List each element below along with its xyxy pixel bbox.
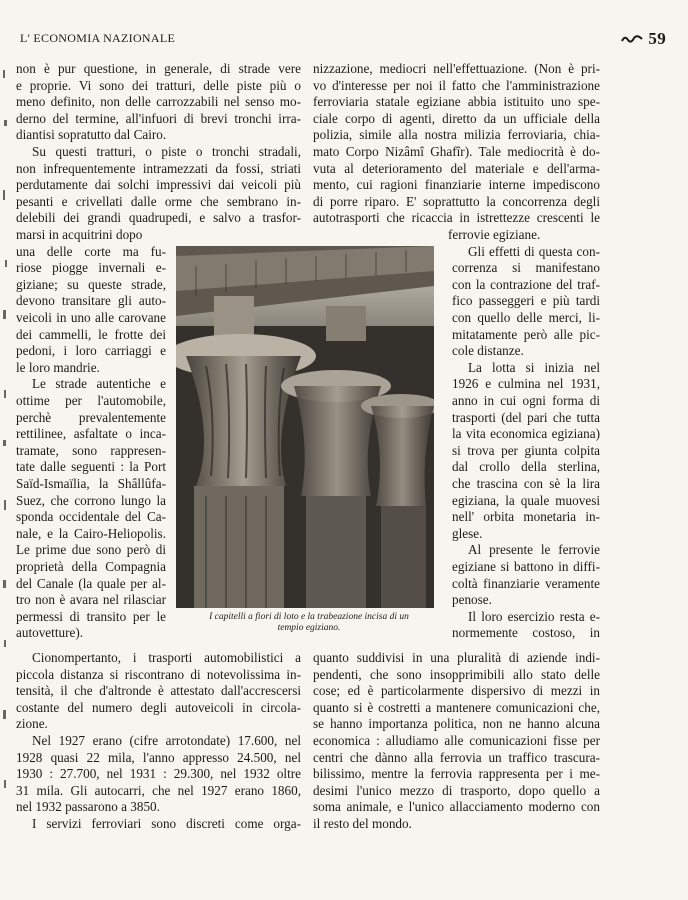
text-line: nell' orbita monetaria in- xyxy=(452,509,600,525)
text-line: se hanno importanza politica, non ne hanno alcuna xyxy=(313,716,600,732)
text-line: economica : alludiamo alle comunicazioni fisse per xyxy=(313,733,600,748)
text-line: non infrequentemente intramezzati da fossi, striati xyxy=(16,160,301,176)
text-line: costante del numero degli autoveicoli in circola- xyxy=(16,699,301,715)
text-line: 1928 quasi 22 mila, l'anno appresso 24.500, nel xyxy=(16,749,301,765)
text-line: trasporti (del pari che tutta xyxy=(452,409,600,425)
text-line: tramate, sono rappresen- xyxy=(16,442,166,458)
text-line: e proprie. Vi sono dei tratturi, delle piste più o xyxy=(16,77,301,93)
text-line: tensità, il che d'altronde è attestato dall'accrescersi xyxy=(16,683,301,699)
text-line: Su questi tratturi, o piste o tronchi stradali, xyxy=(32,144,301,159)
text-line: la vita economica egiziana) xyxy=(452,426,600,442)
caption-line: tempio egiziano. xyxy=(277,623,341,633)
text-line: autotrasporti che ricaccia in istrettezze crescenti le xyxy=(313,210,600,226)
text-line: non è pur questione, in generale, di strade vere xyxy=(16,61,301,76)
text-line: sponda occidentale del Ca- xyxy=(16,509,166,525)
text-line: 1926 e culmina nel 1931, xyxy=(452,376,600,392)
text-line: ferroviaria statale egiziane abbia istituito uno spe- xyxy=(313,94,600,110)
text-line: glese. xyxy=(452,525,483,541)
text-line: quanto suddivisi in una pluralità di aziende indi- xyxy=(313,650,600,665)
caption-line: I capitelli a fiori di loto e la trabeazione incisa di un xyxy=(209,612,409,622)
text-line: che trascina con sè la lira xyxy=(452,476,600,491)
text-line: giziane; su queste strade, xyxy=(16,276,166,292)
text-line: anno in cui ogni forma di xyxy=(452,393,600,408)
text-line: rettilinee, asfaltate o inca- xyxy=(16,426,166,442)
text-line: mento, cui ragioni finanziarie interne impediscono xyxy=(313,177,600,193)
text-line: permessi di transito per le xyxy=(16,608,166,624)
text-line: con quello delle merci, li- xyxy=(452,310,600,325)
text-line: Le strade autentiche e xyxy=(32,376,166,392)
text-line: riose piogge invernali e- xyxy=(16,260,166,276)
text-line: del Canale (la quale per al- xyxy=(16,575,166,591)
text-line: nizzazione, mediocri nell'effettuazione. (Non è pri- xyxy=(313,61,600,76)
text-line: egiziana, la quale muovesi xyxy=(452,492,600,508)
figure-caption xyxy=(178,612,440,634)
text-line: Gli effetti di questa con- xyxy=(468,243,600,259)
text-line: cose; ed è particolarmente dispersivo di mezzi in xyxy=(313,683,600,699)
text-line: mitatamente però alle pic- xyxy=(452,326,600,342)
text-line: diantisi sopratutto dal Cairo. xyxy=(16,127,167,143)
text-line: veicoli in uno alle carovane xyxy=(16,310,166,325)
text-line: polizia, simile alla nostra milizia ferroviaria, chia- xyxy=(313,127,600,143)
text-line: proprietà della Compagnia xyxy=(16,559,166,574)
text-line: 31 mila. Gli autocarri, che nel 1927 erano 1860, xyxy=(16,782,301,798)
text-line: perchè prevalentemente xyxy=(16,409,166,425)
text-line: si trova per giunta colpita xyxy=(452,442,600,458)
text-line: mato Corpo Nizâmî Ghafîr). Tale mediocrità è do- xyxy=(313,144,600,159)
text-line: bilissimo, mentre la ferrovia rappresenta per i me- xyxy=(313,766,600,782)
text-line: ferrovie egiziane. xyxy=(448,227,541,242)
text-line: autovetture). xyxy=(16,625,84,641)
text-line: meno definito, non delle carrozzabili nel senso mo- xyxy=(16,94,301,110)
text-line: pesanti e crivellati dalle orme che sembrano in- xyxy=(16,193,301,209)
text-line: le loro mandrie. xyxy=(16,359,100,375)
text-line: derno del termine, all'infuori di brevi tronchi irra- xyxy=(16,110,301,126)
page-number: 59 xyxy=(648,29,666,48)
text-line: quanto si è costretti a mantenere comunicazioni che, xyxy=(313,699,600,715)
text-line: ottime per l'automobile, xyxy=(16,393,166,408)
text-line: Nel 1927 erano (cifre arrotondate) 17.600, nel xyxy=(32,733,301,748)
text-line: nel 1932 passarono a 3850. xyxy=(16,799,160,815)
text-line: soma animale, e l'unico allacciamento moderno con xyxy=(313,799,600,815)
text-line: correnza si manifestano xyxy=(452,260,600,276)
temple-photo xyxy=(176,246,434,608)
text-line: Saïd-Ismaïlia, la Shâllûfa- xyxy=(16,476,166,491)
text-line: ciale corpo di agenti, diretto da un ufficiale della xyxy=(313,110,600,126)
text-line: il resto del mondo. xyxy=(313,816,412,831)
text-line: Cionompertanto, i trasporti automobilistici a xyxy=(32,650,301,665)
text-line: Al presente le ferrovie xyxy=(468,542,600,558)
text-line: zione. xyxy=(16,716,48,732)
text-line: coltà finanziarie veramente xyxy=(452,575,600,591)
text-line: pendenti, che sono insopprimibili allo stato delle xyxy=(313,666,600,682)
text-line: fico passeggeri e più tardi xyxy=(452,293,600,309)
text-line: tate dalle seguenti : la Port xyxy=(16,459,166,475)
text-line: egiziane si battono in diffi- xyxy=(452,559,600,574)
text-line: tro non è avara nel rilasciar xyxy=(16,592,166,608)
text-line: penose. xyxy=(452,592,492,608)
text-line: dei cammelli, le frotte dei xyxy=(16,326,166,342)
text-line: delebili dei grandi quadrupedi, e salvo a trasfor- xyxy=(16,210,301,226)
text-line: pedoni, i loro carriaggi e xyxy=(16,343,166,359)
text-line: piccola distanza si riscontrano di notevolissima in- xyxy=(16,666,301,682)
text-line: dal crollo della sterlina, xyxy=(452,459,600,475)
text-line: perdutamente dai solchi impressivi dai veicoli più xyxy=(16,177,301,193)
text-line: Il loro esercizio resta e- xyxy=(468,608,600,624)
text-line: cole distanze. xyxy=(452,343,524,359)
running-header: L' ECONOMIA NAZIONALE xyxy=(20,31,176,45)
text-line: di porre riparo. E' soprattutto la concorrenza degli xyxy=(313,193,600,209)
text-line: I servizi ferroviari sono discreti come orga- xyxy=(32,816,301,831)
text-line: nale, e la Cairo-Heliopolis. xyxy=(16,525,166,541)
temple-capitals-image xyxy=(176,246,434,608)
text-line: marsi in acquitrini dopo xyxy=(16,227,143,242)
page-number-block xyxy=(621,29,666,49)
text-line: devono transitare gli auto- xyxy=(16,293,166,309)
ornament-icon xyxy=(621,34,643,44)
text-line: con la contrazione del traf- xyxy=(452,276,600,292)
text-line: una delle corte ma fu- xyxy=(16,243,166,259)
text-line: desimi l'unico mezzo di trasporto, dopo quello a xyxy=(313,782,600,798)
text-line: La lotta si inizia nel xyxy=(468,359,600,375)
text-line: normemente costoso, in xyxy=(452,625,600,641)
text-line: 1930 : 27.700, nel 1931 : 29.300, nel 1932 oltre xyxy=(16,766,301,782)
text-line: centri che dànno alla ferrovia un traffico trascura- xyxy=(313,749,600,765)
text-line: Suez, che corrono lungo la xyxy=(16,492,166,508)
text-line: vuta al deterioramento del materiale e dell'arma- xyxy=(313,160,600,176)
margin-bleed-marks xyxy=(2,60,10,860)
text-line: Le prime due sono però di xyxy=(16,542,166,558)
text-line: vo d'interesse per noi il fatto che l'amministrazione xyxy=(313,77,600,93)
